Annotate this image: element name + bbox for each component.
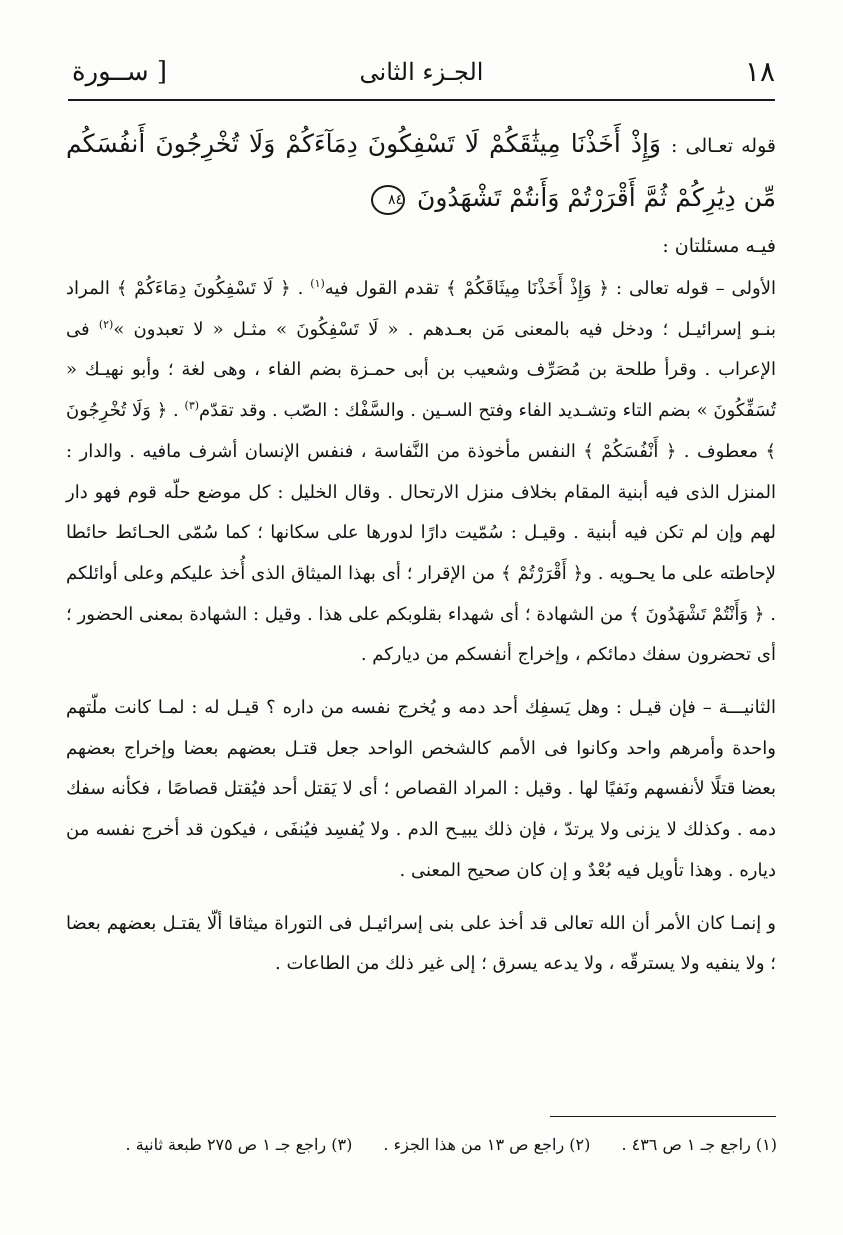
footnotes <box>57 1130 777 1160</box>
verse-text: وَإِذْ أَخَذْنَا مِيثَٰقَكُمْ لَا تَسْفِكُونَ دِمَآءَكُمْ وَلَا تُخْرِجُونَ أَنفُسَكُم مِّن دِيَٰرِكُمْ ثُمَّ أَقْرَرْتُمْ وَأَنتُمْ تَشْهَدُونَ <box>66 129 776 212</box>
paragraph-text: الأولى – قوله تعالى : ﴿ وَإِذْ أَخَذْنَا مِيثَاقَكُمْ ﴾ تقدم القول فيه <box>324 278 777 299</box>
ayah-number-marker: ٨٤ <box>371 185 405 215</box>
commentary-paragraph <box>66 688 776 892</box>
commentary-paragraphs <box>66 269 776 985</box>
verse-lead: قوله تعـالى : <box>671 135 776 157</box>
footnote-reference: (٢) <box>98 317 114 331</box>
commentary-paragraph <box>66 904 776 985</box>
main-text <box>66 118 776 987</box>
footnote-rule <box>550 1116 776 1117</box>
running-title: الجـزء الثانى <box>359 58 484 86</box>
paragraph-text: الثانيـــة – فإن قيـل : وهل يَسفِك أحد دمه و يُخرج نفسه من داره ؟ قيـل له : لمـا كانت ملّتهم واحدة وأمرهم واحد وكانوا فى الأمم كالشخص الواحد جعل قتـل بعضهم بعضا وإخراج بعضهم بعضا قتلًا لأنفسهم ونَفيًا لها . وقيل : المراد القصاص ؛ أى لا يَقتل أحد فيُقتل قصاصًا ، فكأنه سفك دمه . وكذلك لا يزنى ولا يرتدّ ، فإن ذلك يبيـح الدم . ولا يُفسِد فيُنفَى ، فيكون قد أخرج نفسه من دياره . وهذا تأويل فيه بُعْدٌ و إن كان صحيح المعنى . <box>66 697 776 881</box>
paragraph-text: . ﴿ وَلَا تُخْرِجُونَ ﴾ معطوف . ﴿ أَنْفُسَكُمْ ﴾ النفس مأخوذة من النَّفاسة ، فنفس الإنسان أشرف مافيه . والدار : المنزل الذى فيه أبنية المقام بخلاف منزل الارتحال . وقال الخليل : كل موضع حلّه قوم فهو دار لهم وإن لم تكن فيه أبنية . وقيـل : سُمّيت دارًا لدورها على سكانها ؛ كما سُمّى الحـائط حائطا لإحاطته على ما يحـويه . و﴿ أَقْرَرْتُمْ ﴾ من الإقرار ؛ أى بهذا الميثاق الذى أُخذ عليكم وعلى أوائلكم . ﴿ وَأَنْتُمْ تَشْهَدُونَ ﴾ من الشهادة ؛ أى شهداء بقلوبكم على هذا . وقيل : الشهادة بمعنى الحضور ؛ أى تحضرون سفك دمائكم ، وإخراج أنفسكم من دياركم . <box>66 400 776 666</box>
paragraph-text: . ﴿ لَا تَسْفِكُونَ دِمَاءَكُمْ ﴾ المراد بنـو إسرائيـل ؛ ودخل فيه بالمعنى مَن بعـدهم . « لَا تَسْفِكُونَ » مثـل « لا تعبدون » <box>66 278 776 340</box>
footnote-reference: (١) <box>310 277 325 290</box>
footnote-reference: (٣) <box>184 399 200 413</box>
footnote-2: (٢) راجع ص ١٣ من هذا الجزء . <box>383 1135 591 1154</box>
quran-verse <box>66 118 776 223</box>
section-subheading: فيـه مسئلتان : <box>662 235 776 257</box>
footnote-1: (١) راجع جـ ١ ص ٤٣٦ . <box>621 1135 777 1154</box>
header-rule <box>68 99 775 101</box>
paragraph-text: و إنمـا كان الأمر أن الله تعالى قد أخذ على بنى إسرائيـل فى التوراة ميثاقا ألّا يقتـل بعضهم بعضا ؛ ولا ينفيه ولا يسترقّه ، ولا يدعه يسرق ؛ إلى غير ذلك من الطاعات . <box>66 912 776 975</box>
paragraph-text: فى الإعراب . وقرأ طلحة بن مُصَرِّف وشعيب بن أبى حمـزة بضم الفاء ، وهى لغة ؛ وأبو نهيـك « تُسَفِّكُونَ » بضم التاء وتشـديد الفاء وفتح السـين . والسَّفْك : الصّب . وقد تقدّم <box>66 318 776 422</box>
page-number: ١٨ <box>744 55 775 88</box>
surah-label: [ ســورة <box>72 57 168 87</box>
footnote-3: (٣) راجع جـ ١ ص ٢٧٥ طبعة ثانية . <box>125 1135 353 1154</box>
commentary-paragraph <box>66 269 776 676</box>
